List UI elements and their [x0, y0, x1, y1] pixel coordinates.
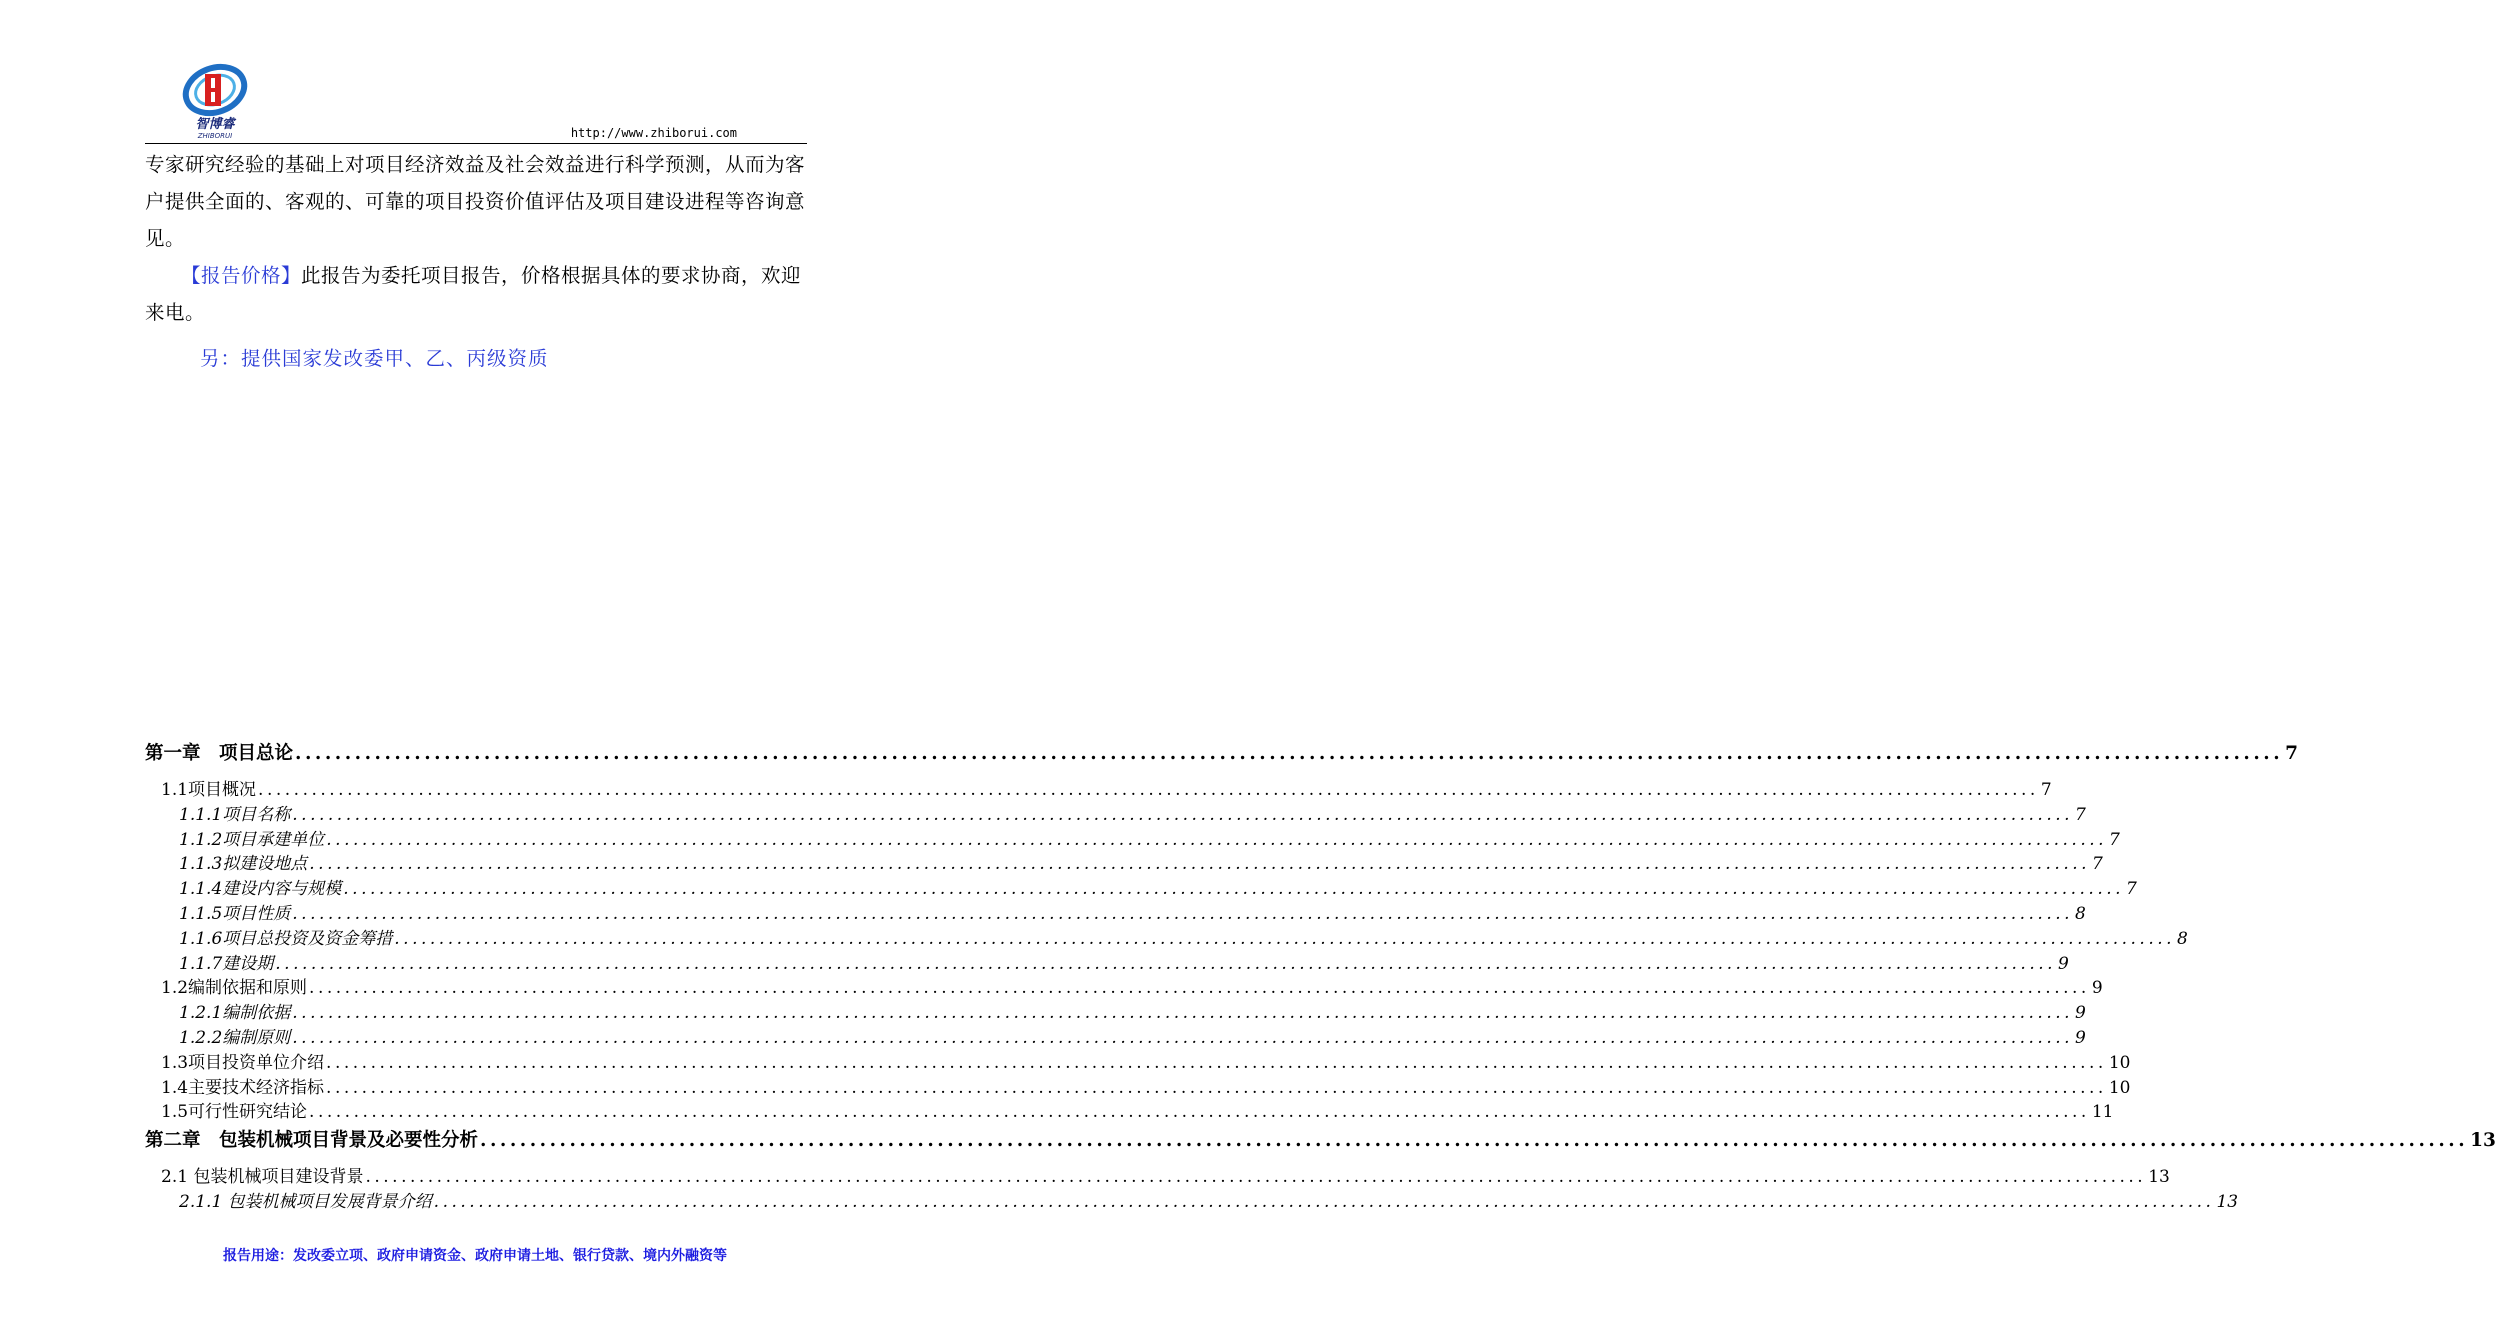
toc-entry-page: 7 — [2285, 743, 2299, 764]
toc-leader-dots: ........................................................................................................................................................................................................ — [292, 903, 2074, 924]
toc-entry[interactable] — [145, 800, 2086, 825]
toc-leader-dots: ........................................................................................................................................................................................................ — [343, 879, 2125, 900]
qualification-note: 另：提供国家发改委甲、乙、丙级资质 — [200, 347, 549, 370]
toc-entry-page: 7 — [2126, 879, 2137, 900]
toc-leader-dots: ........................................................................................................................................................................................................ — [326, 1052, 2107, 1073]
toc-entry[interactable] — [145, 899, 2086, 924]
toc-entry[interactable] — [145, 1187, 2239, 1212]
toc-entry-page: 7 — [2075, 804, 2086, 825]
intro-paragraph: 专家研究经验的基础上对项目经济效益及社会效益进行科学预测，从而为客户提供全面的、客观的、可靠的项目投资价值评估及项目建设进程等咨询意见。 — [145, 153, 806, 250]
toc-entry-page: 9 — [2091, 978, 2103, 999]
toc-entry[interactable] — [145, 1073, 2131, 1098]
toc-entry-label: 1.1.5项目性质 — [179, 903, 291, 924]
toc-leader-dots: ........................................................................................................................................................................................................ — [394, 928, 2176, 949]
toc-entry-label: 1.1.2项目承建单位 — [179, 829, 325, 850]
toc-entry-page: 9 — [2058, 953, 2069, 974]
toc-entry-label: 第二章 包装机械项目背景及必要性分析 — [145, 1130, 479, 1152]
toc-entry[interactable] — [145, 924, 2188, 949]
toc-entry-label: 1.4主要技术经济指标 — [161, 1077, 325, 1098]
toc-entry-label: 第一章 项目总论 — [145, 743, 294, 764]
toc-entry[interactable] — [145, 998, 2086, 1024]
toc-entry-label: 1.5可行性研究结论 — [161, 1102, 308, 1123]
price-label: 【报告价格】 — [181, 264, 302, 287]
toc-leader-dots: ........................................................................................................................................................................................................ — [433, 1191, 2215, 1212]
toc-entry[interactable] — [145, 849, 2103, 875]
toc-entry-page: 9 — [2075, 1027, 2086, 1048]
toc-leader-dots: ........................................................................................................................................................................................................ — [326, 1077, 2107, 1098]
header-divider — [145, 143, 807, 144]
toc-entry[interactable] — [145, 949, 2069, 974]
toc-entry-label: 2.1.1 包装机械项目发展背景介绍 — [179, 1191, 432, 1212]
toc-leader-dots: ........................................................................................................................................................................................................ — [258, 780, 2039, 800]
toc-entry-page: 10 — [2108, 1077, 2131, 1098]
toc-entry-page: 13 — [2216, 1191, 2239, 1212]
toc-entry-page: 10 — [2108, 1052, 2131, 1073]
toc-entry-label: 1.1.3拟建设地点 — [179, 854, 308, 875]
toc-entry-label: 1.2编制依据和原则 — [161, 978, 308, 999]
table-of-contents — [145, 735, 2496, 1212]
toc-entry[interactable] — [145, 1023, 2086, 1048]
toc-entry-page: 7 — [2109, 829, 2120, 850]
toc-entry-page: 9 — [2075, 1003, 2086, 1024]
toc-entry-label: 1.1项目概况 — [161, 780, 257, 800]
toc-entry-label: 1.2.1编制依据 — [179, 1003, 291, 1024]
toc-entry-label: 1.1.6项目总投资及资金筹措 — [179, 928, 393, 949]
header-url[interactable]: http://www.zhiborui.com — [570, 126, 737, 140]
toc-entry-page: 13 — [2148, 1167, 2170, 1188]
toc-entry[interactable] — [145, 1048, 2131, 1073]
toc-leader-dots: ........................................................................................................................................................................................................ — [365, 1167, 2147, 1188]
toc-entry[interactable] — [145, 1097, 2114, 1123]
report-usage-footer: 报告用途：发改委立项、政府申请资金、政府申请土地、银行贷款、境内外融资等 — [223, 1248, 727, 1264]
toc-entry-page: 7 — [2092, 854, 2103, 875]
toc-leader-dots: ........................................................................................................................................................................................................ — [326, 829, 2108, 850]
toc-leader-dots: ........................................................................................................................................................................................................ — [275, 953, 2057, 974]
toc-entry-label: 1.1.1项目名称 — [179, 804, 291, 825]
toc-entry[interactable] — [145, 874, 2137, 900]
toc-entry[interactable] — [145, 1162, 2170, 1188]
toc-entry-label: 2.1 包装机械项目建设背景 — [161, 1167, 364, 1188]
toc-entry-page: 7 — [2040, 780, 2052, 800]
toc-entry-page: 8 — [2177, 928, 2188, 949]
toc-entry-label: 1.3项目投资单位介绍 — [161, 1052, 325, 1073]
toc-leader-dots: ........................................................................................................................................................................................................ — [309, 1102, 2090, 1123]
toc-entry-page: 11 — [2091, 1102, 2114, 1123]
toc-entry-page: 13 — [2470, 1130, 2496, 1152]
price-text: 此报告为委托项目报告，价格根据具体的要求协商，欢迎来电。 — [145, 264, 802, 324]
toc-entry[interactable] — [145, 1122, 2496, 1162]
toc-leader-dots: ........................................................................................................................................................................................................ — [309, 978, 2090, 999]
page-header — [145, 60, 807, 144]
toc-leader-dots: ........................................................................................................................................................................................................ — [292, 1027, 2074, 1048]
toc-entry-label: 1.1.4建设内容与规模 — [179, 879, 342, 900]
zhiborui-logo — [175, 60, 255, 140]
toc-entry-page: 8 — [2075, 903, 2086, 924]
logo-text: 智博睿 — [195, 117, 235, 132]
toc-leader-dots: ........................................................................................................................................................................................................ — [309, 854, 2091, 875]
toc-entry-label: 1.1.7建设期 — [179, 953, 274, 974]
toc-leader-dots: ........................................................................................................................................................................................................ — [480, 1130, 2469, 1152]
toc-entry[interactable] — [145, 775, 2052, 800]
toc-leader-dots: ........................................................................................................................................................................................................ — [295, 743, 2284, 764]
toc-entry-label: 1.2.2编制原则 — [179, 1027, 291, 1048]
toc-entry[interactable] — [145, 825, 2120, 850]
price-paragraph — [145, 257, 807, 331]
toc-leader-dots: ........................................................................................................................................................................................................ — [292, 1003, 2074, 1024]
toc-entry[interactable] — [145, 735, 2299, 775]
logo-subtext: ZHIBORUI — [197, 132, 233, 140]
toc-leader-dots: ........................................................................................................................................................................................................ — [292, 804, 2074, 825]
toc-entry[interactable] — [145, 973, 2103, 999]
